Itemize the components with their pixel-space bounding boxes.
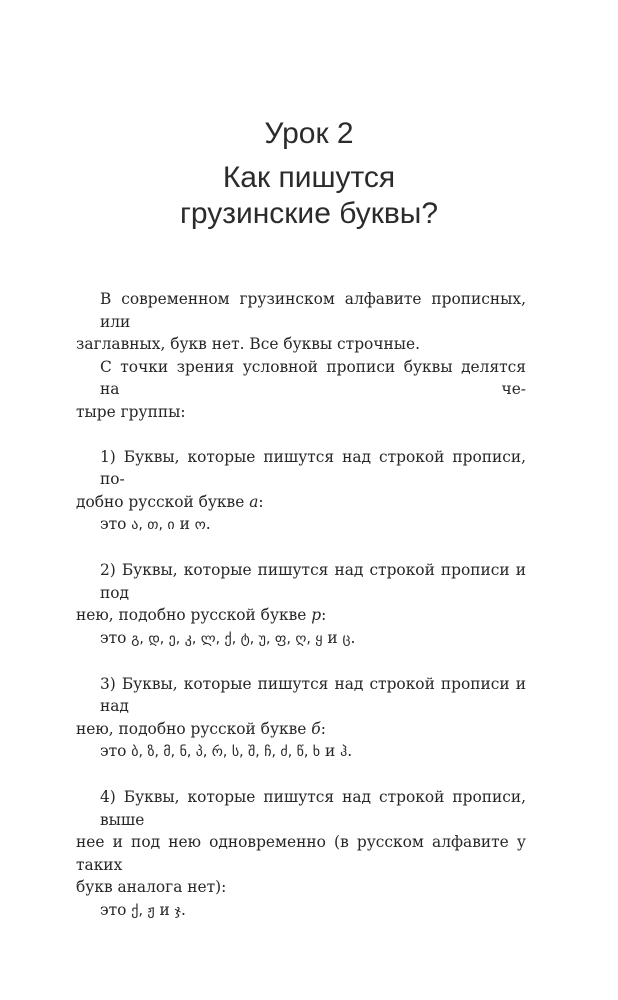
intro-paragraph-2 [76, 356, 526, 424]
text-fragment: нею, подобно русской букве [76, 719, 312, 738]
georgian-letter-examples [76, 740, 526, 764]
text-line: нее и под нею одновременно (в русском алфавите у таких [76, 833, 526, 874]
examples-label: это [100, 900, 132, 919]
conjunction: и [322, 628, 343, 647]
example-russian-letter: б [311, 719, 321, 738]
text-line: 2) Буквы, которые пишутся над строкой прописи и под [100, 561, 526, 602]
text-line [76, 718, 526, 741]
georgian-letter-last: ჯ [174, 902, 182, 919]
page-title [0, 160, 618, 232]
page-title-line-1: Как пишутся [222, 161, 396, 194]
georgian-letters: ა, თ, ი [131, 517, 175, 533]
example-russian-letter: р [311, 606, 322, 624]
georgian-letters: ქ, ჟ [131, 902, 155, 919]
georgian-letter-examples [76, 513, 526, 537]
text-line: 3) Буквы, которые пишутся над строкой прописи и над [100, 674, 526, 715]
lesson-body [76, 288, 526, 922]
text-line [76, 491, 526, 514]
letter-group-1 [76, 446, 526, 537]
georgian-letter-last: ც [342, 630, 351, 647]
conjunction: и [320, 742, 341, 760]
letter-group-4 [76, 786, 526, 922]
lesson-number: Урок 2 [264, 117, 354, 150]
spacer [76, 650, 526, 673]
conjunction: и [174, 515, 195, 533]
letter-group-2 [76, 559, 526, 650]
page-title-line-2: грузинские буквы? [179, 197, 439, 230]
spacer [76, 764, 526, 787]
text-fragment: нею, подобно русской букве [76, 606, 312, 624]
text-fragment: : [321, 606, 327, 624]
example-russian-letter: а [249, 492, 259, 511]
georgian-letter-examples [76, 627, 526, 651]
text-line: 1) Буквы, которые пишутся над строкой прописи, по- [100, 447, 526, 488]
text-line: 4) Буквы, которые пишутся над строкой прописи, выше [100, 788, 526, 829]
text-line: тыре группы: [76, 402, 186, 421]
period: . [181, 900, 186, 919]
examples-label: это [100, 742, 132, 760]
period: . [205, 515, 211, 533]
georgian-letters: ბ, ზ, მ, ნ, პ, რ, ს, შ, ჩ, ძ, წ, ხ [131, 744, 321, 760]
georgian-letter-last: ო [194, 517, 206, 533]
text-line: букв аналога нет): [76, 878, 227, 896]
examples-label: это [100, 628, 132, 647]
georgian-letters: გ, დ, ე, კ, ლ, ქ, ტ, უ, ფ, ღ, ყ [131, 630, 323, 647]
intro-paragraph-1 [76, 288, 526, 356]
period: . [350, 628, 356, 647]
text-fragment: : [320, 719, 326, 738]
spacer [76, 537, 526, 560]
georgian-letter-examples [76, 899, 526, 923]
text-fragment: добно русской букве [76, 492, 250, 511]
letter-group-3 [76, 673, 526, 764]
text-fragment: : [258, 492, 264, 511]
period: . [347, 742, 353, 760]
examples-label: это [100, 515, 132, 533]
conjunction: и [154, 900, 175, 919]
text-line: В современном грузинском алфавите прописных, или [100, 290, 526, 331]
text-line: С точки зрения условной прописи буквы делятся на че- [100, 357, 526, 398]
spacer [76, 423, 526, 446]
georgian-letter-last: ჰ [340, 744, 348, 760]
text-line: заглавных, букв нет. Все буквы строчные. [76, 335, 420, 353]
text-line [76, 604, 526, 627]
